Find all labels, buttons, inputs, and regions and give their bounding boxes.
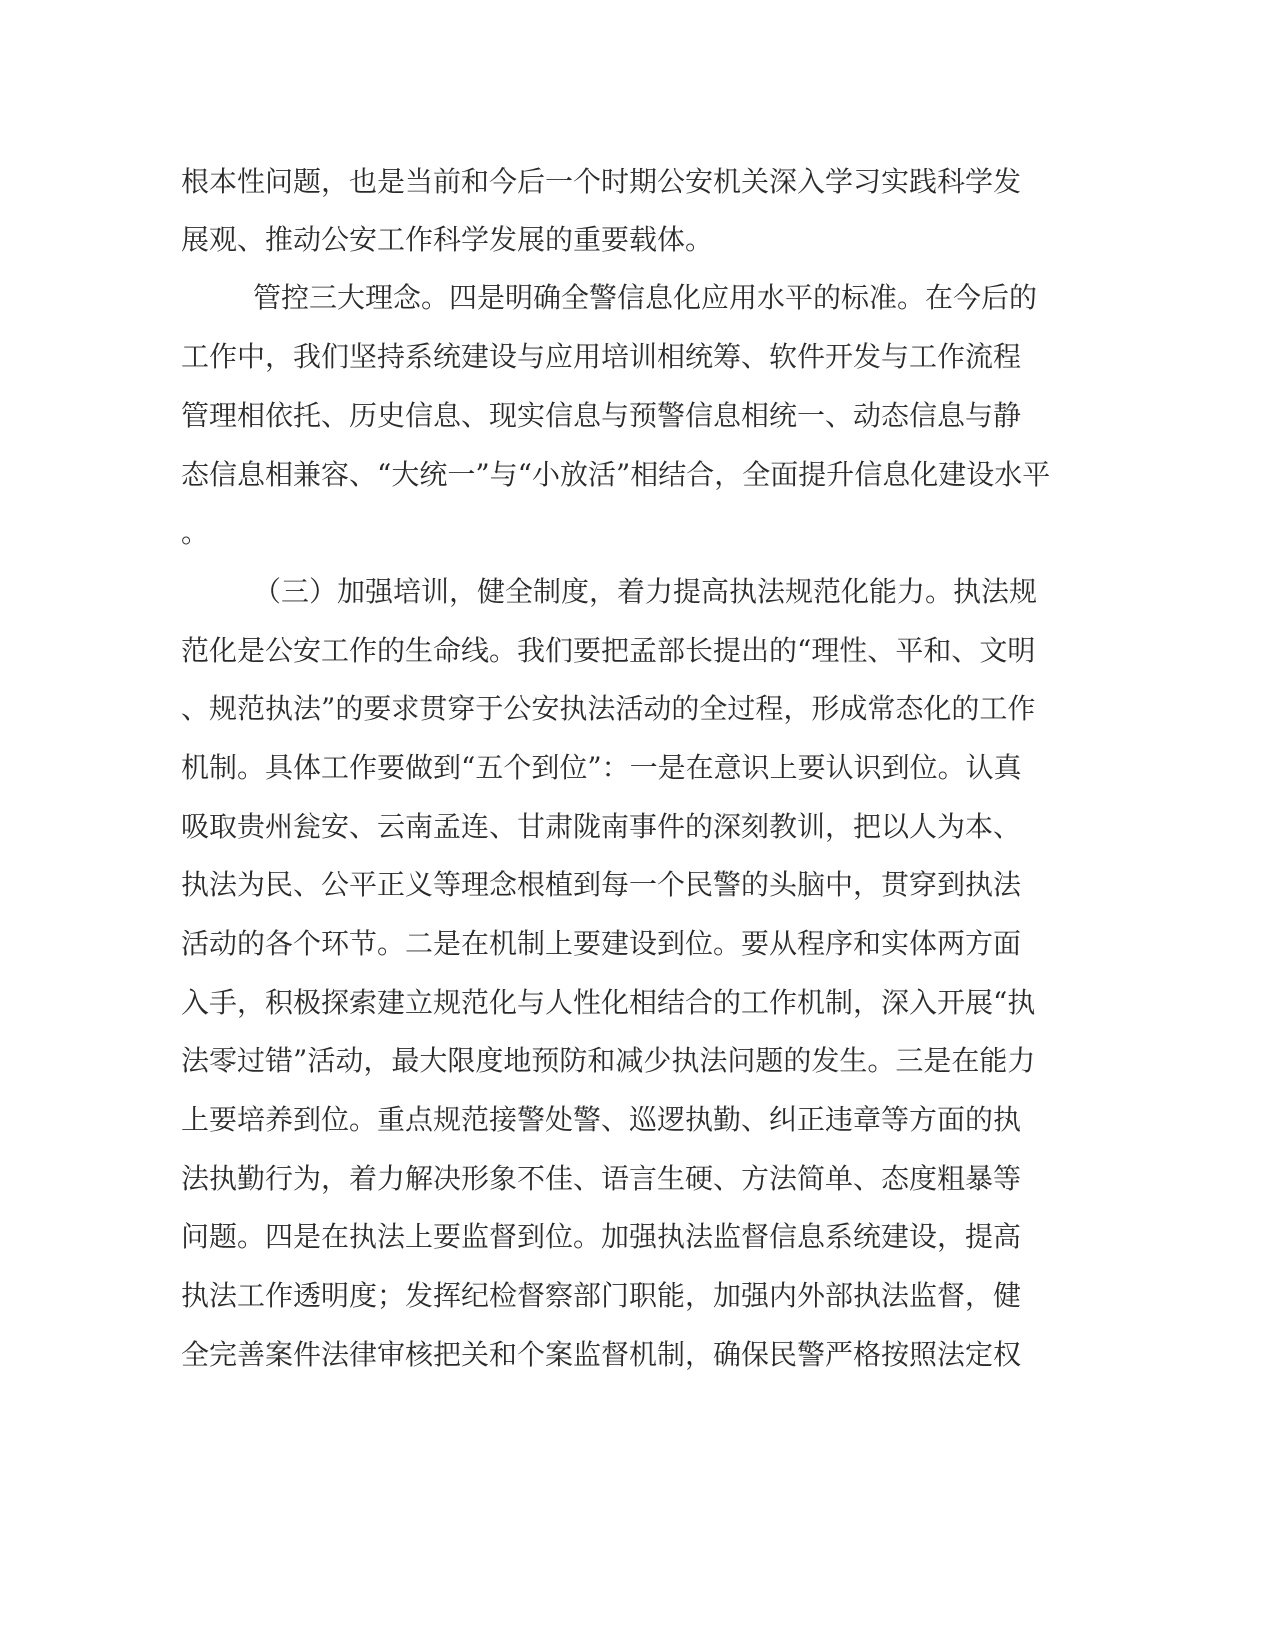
text-line: 工作中，我们坚持系统建设与应用培训相统筹、软件开发与工作流程	[181, 340, 1022, 373]
text-line: 。	[181, 516, 210, 549]
section-heading-line: （三）加强培训，健全制度，着力提高执法规范化能力。执法规	[253, 575, 1038, 608]
text-line: 全完善案件法律审核把关和个案监督机制，确保民警严格按照法定权	[181, 1338, 1022, 1371]
text-line: 问题。四是在执法上要监督到位。加强执法监督信息系统建设，提高	[181, 1220, 1022, 1253]
text-line: 执法为民、公平正义等理念根植到每一个民警的头脑中，贯穿到执法	[181, 868, 1022, 901]
text-line: 法执勤行为，着力解决形象不佳、语言生硬、方法简单、态度粗暴等	[181, 1162, 1022, 1195]
text-line: 态信息相兼容、“大统一”与“小放活”相结合，全面提升信息化建设水平	[181, 458, 1051, 491]
text-line: 机制。具体工作要做到“五个到位”：一是在意识上要认识到位。认真	[181, 751, 1022, 784]
text-line: 展观、推动公安工作科学发展的重要载体。	[181, 223, 714, 256]
text-line: 上要培养到位。重点规范接警处警、巡逻执勤、纠正违章等方面的执	[181, 1103, 1022, 1136]
text-line: 法零过错”活动，最大限度地预防和减少执法问题的发生。三是在能力	[181, 1044, 1036, 1077]
text-line: 、规范执法”的要求贯穿于公安执法活动的全过程，形成常态化的工作	[181, 692, 1036, 725]
text-line: 范化是公安工作的生命线。我们要把孟部长提出的“理性、平和、文明	[181, 634, 1036, 667]
text-line: 活动的各个环节。二是在机制上要建设到位。要从程序和实体两方面	[181, 927, 1022, 960]
text-line: 吸取贵州瓮安、云南孟连、甘肃陇南事件的深刻教训，把以人为本、	[181, 810, 1022, 843]
text-line: 根本性问题，也是当前和今后一个时期公安机关深入学习实践科学发	[181, 165, 1022, 198]
text-line: 执法工作透明度；发挥纪检督察部门职能，加强内外部执法监督，健	[181, 1279, 1022, 1312]
text-line: 管理相依托、历史信息、现实信息与预警信息相统一、动态信息与静	[181, 399, 1022, 432]
text-line: 管控三大理念。四是明确全警信息化应用水平的标准。在今后的	[253, 281, 1038, 314]
text-line: 入手，积极探索建立规范化与人性化相结合的工作机制，深入开展“执	[181, 986, 1036, 1019]
